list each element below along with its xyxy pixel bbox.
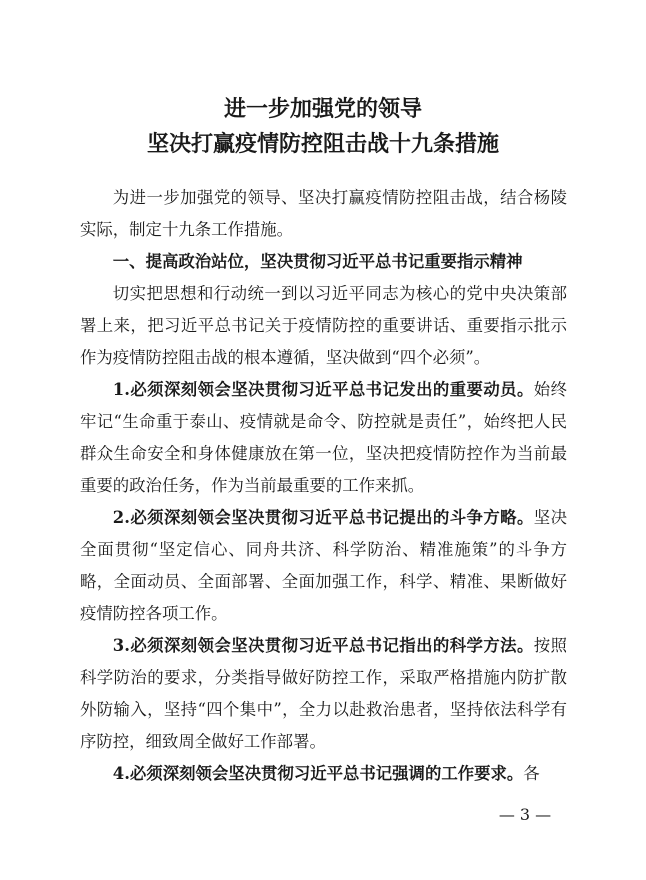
item-4-paragraph bbox=[80, 758, 567, 790]
item-3-text: 按照科学防治的要求，分类指导做好防控工作，采取严格措施内防扩散外防输入，坚持“四个集中”，全力以赴救治患者，坚持依法科学有序防控，细致周全做好工作部署。 bbox=[80, 636, 567, 751]
item-1-lead: 1.必须深刻领会坚决贯彻习近平总书记发出的重要动员。 bbox=[112, 380, 534, 399]
item-3-paragraph bbox=[80, 630, 567, 758]
section-1-paragraph: 切实把思想和行动统一到以习近平同志为核心的党中央决策部署上来，把习近平总书记关于疫情防控的重要讲话、重要指示批示作为疫情防控阻击战的根本遵循，坚决做到“四个必须”。 bbox=[80, 284, 567, 367]
item-2-lead: 2.必须深刻领会坚决贯彻习近平总书记提出的斗争方略。 bbox=[112, 508, 534, 527]
item-2-paragraph bbox=[80, 502, 567, 630]
intro-paragraph: 为进一步加强党的领导、坚决打赢疫情防控阻击战，结合杨陵实际，制定十九条工作措施。 bbox=[80, 188, 567, 239]
item-1-text: 始终牢记“生命重于泰山、疫情就是命令、防控就是责任”，始终把人民群众生命安全和身体健康放在第一位，坚决把疫情防控作为当前最重要的政治任务，作为当前最重要的工作来抓。 bbox=[80, 380, 567, 495]
item-1-paragraph bbox=[80, 374, 567, 502]
page-number: — 3 — bbox=[498, 805, 552, 824]
document-body bbox=[80, 182, 567, 790]
section-1-heading: 一、提高政治站位，坚决贯彻习近平总书记重要指示精神 bbox=[112, 252, 523, 271]
document-title-line-2: 坚决打赢疫情防控阻击战十九条措施 bbox=[146, 131, 499, 157]
item-4-text: 各 bbox=[523, 764, 540, 783]
item-2-text: 坚决全面贯彻“坚定信心、同舟共济、科学防治、精准施策”的斗争方略，全面动员、全面部署、全面加强工作，科学、精准、果断做好疫情防控各项工作。 bbox=[80, 508, 567, 623]
document-title-line-1: 进一步加强党的领导 bbox=[223, 96, 422, 122]
item-4-lead: 4.必须深刻领会坚决贯彻习近平总书记强调的工作要求。 bbox=[112, 764, 524, 783]
item-3-lead: 3.必须深刻领会坚决贯彻习近平总书记指出的科学方法。 bbox=[112, 636, 534, 655]
